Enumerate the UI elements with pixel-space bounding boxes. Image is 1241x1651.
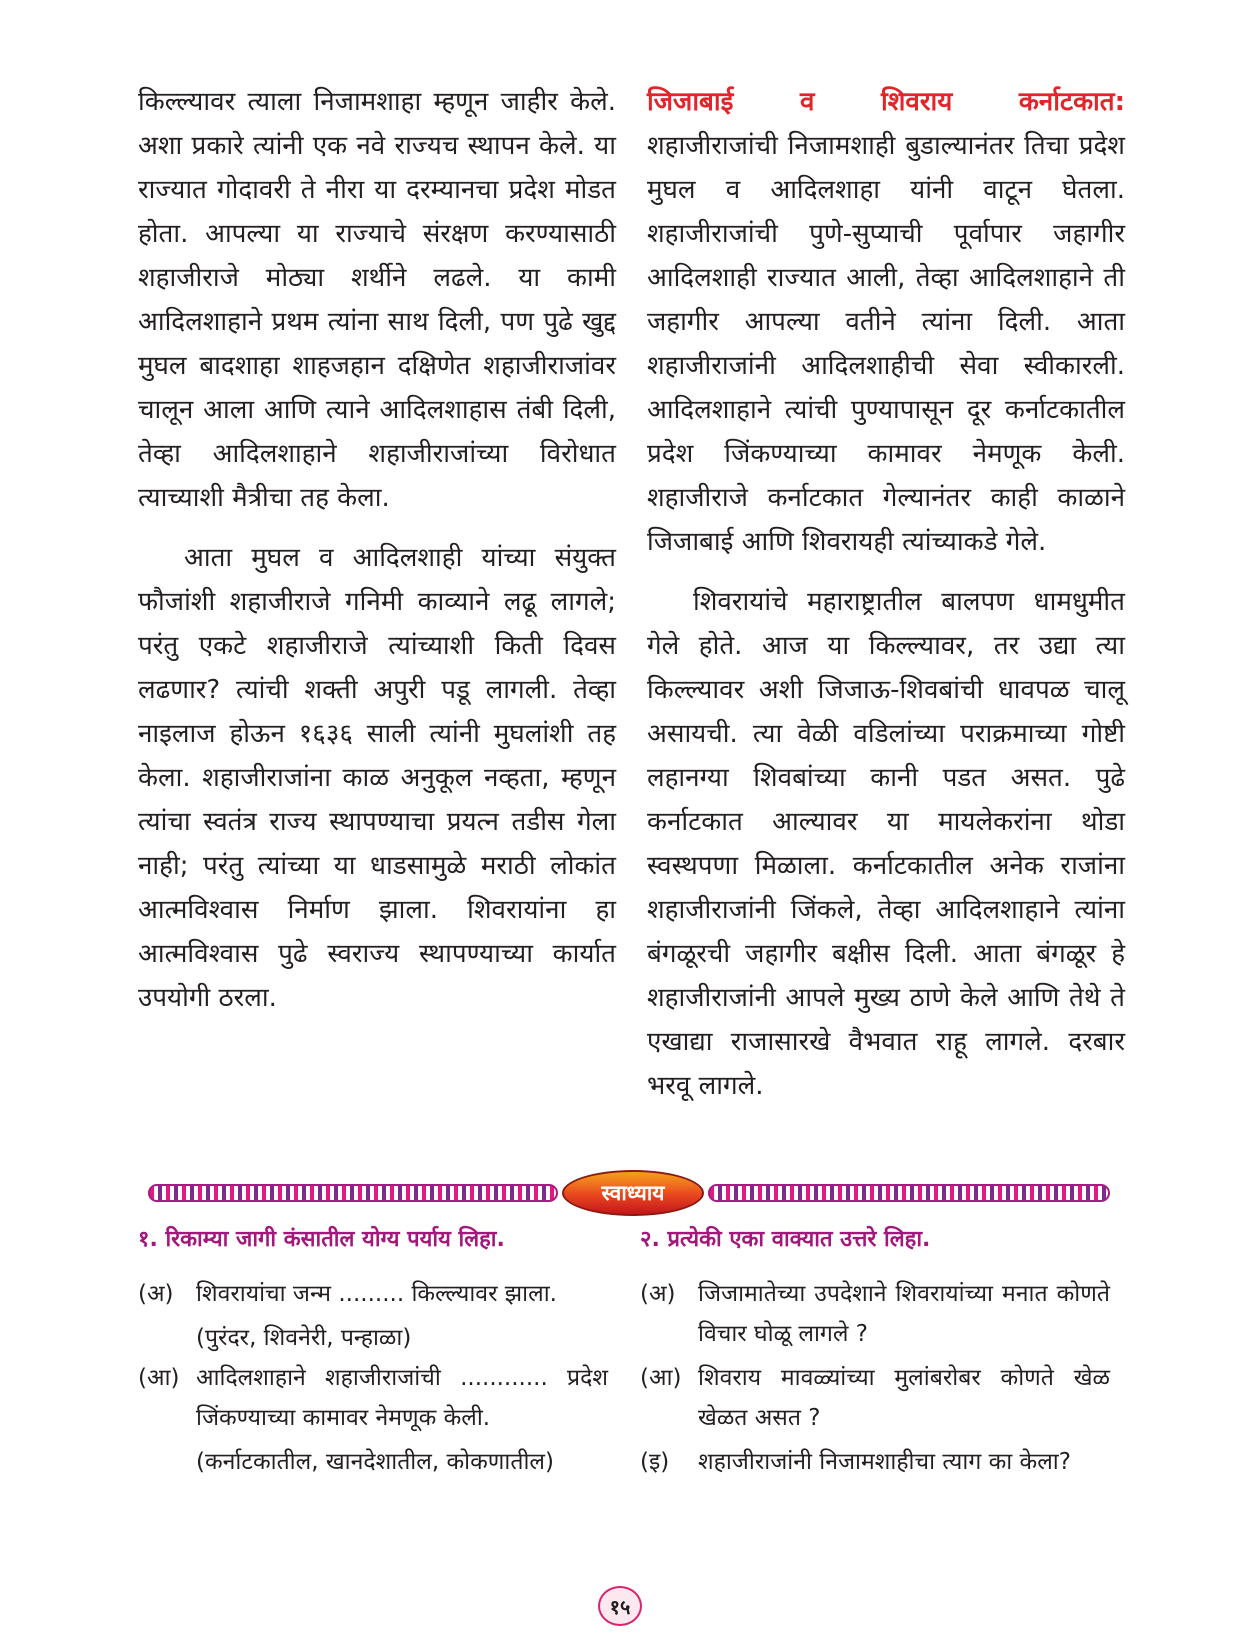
item-options: (कर्नाटकातील, खानदेशातील, कोकणातील) [196,1449,554,1475]
item-options: (पुरंदर, शिवनेरी, पन्हाळा) [196,1325,412,1351]
item-marker: (आ) [640,1365,682,1391]
heading-word: जिजाबाई [647,87,734,117]
left-paragraph-1: किल्ल्यावर त्याला निजामशाहा म्हणून जाहीर केले. अशा प्रकारे त्यांनी एक नवे राज्यच स्थापन केले. या राज्यात गोदावरी ते नीरा या दरम्यानचा प्रदेश मोडत होता. आपल्या या राज्याचे संरक्षण करण्यासाठी शहाजीराजे मोठ्या शर्थीने लढले. या कामी आदिलशाहाने प्रथम त्यांना साथ दिली, पण पुढे खुद्द मुघल बादशाहा शाहजहान दक्षिणेत शहाजीराजांवर चालून आला आणि त्याने आदिलशाहास तंबी दिली, तेव्हा आदिलशाहाने शहाजीराजांच्या विरोधात त्याच्याशी मैत्रीचा तह केला. [138,87,616,513]
left-column [138,80,616,1020]
item-text: शहाजीराजांनी निजामशाहीचा त्याग का केला? [698,1449,1071,1475]
exercise-item [138,1358,608,1438]
left-paragraph-2: आता मुघल व आदिलशाही यांच्या संयुक्त फौजांशी शहाजीराजे गनिमी काव्याने लढू लागले; परंतु एकटे शहाजीराजे त्यांच्याशी किती दिवस लढणार? त्यांची शक्ती अपुरी पडू लागली. तेव्हा नाइलाज होऊन १६३६ साली त्यांनी मुघलांशी तह केला. शहाजीराजांना काळ अनुकूल नव्हता, म्हणून त्यांचा स्वतंत्र राज्य स्थापण्याचा प्रयत्न तडीस गेला नाही; परंतु त्यांच्या या धाडसामुळे मराठी लोकांत आत्मविश्वास निर्माण झाला. शिवरायांना हा आत्मविश्वास पुढे स्वराज्य स्थापण्याच्या कार्यात उपयोगी ठरला. [138,543,616,1013]
exercise-item [640,1358,1110,1438]
exercise-2-heading: २. प्रत्येकी एका वाक्यात उत्तरे लिहा. [640,1227,931,1252]
item-marker: (अ) [138,1281,174,1307]
right-paragraph-2: शिवरायांचे महाराष्ट्रातील बालपण धामधुमीत गेले होते. आज या किल्ल्यावर, तर उद्या त्या किल्ल्यावर अशी जिजाऊ-शिवबांची धावपळ चालू असायची. त्या वेळी वडिलांच्या पराक्रमाच्या गोष्टी लहानग्या शिवबांच्या कानी पडत असत. पुढे कर्नाटकात आल्यावर या मायलेकरांना थोडा स्वस्थपणा मिळाला. कर्नाटकातील अनेक राजांना शहाजीराजांनी जिंकले, तेव्हा आदिलशाहाने त्यांना बंगळूरची जहागीर बक्षीस दिली. आता बंगळूर हे शहाजीराजांनी आपले मुख्य ठाणे केले आणि तेथे ते एखाद्या राजासारखे वैभवात राहू लागले. दरबार भरवू लागले. [647,587,1125,1101]
exercise-divider [148,1166,1110,1220]
item-marker: (आ) [138,1365,180,1391]
heading-word: व [799,87,815,117]
right-paragraph-1: शहाजीराजांची निजामशाही बुडाल्यानंतर तिचा प्रदेश मुघल व आदिलशाहा यांनी वाटून घेतला. शहाजीराजांची पुणे-सुप्याची पूर्वापार जहागीर आदिलशाही राज्यात आली, तेव्हा आदिलशाहाने ती जहागीर आपल्या वतीने त्यांना दिली. आता शहाजीराजांनी आदिलशाहीची सेवा स्वीकारली. आदिलशाहाने त्यांची पुण्यापासून दूर कर्नाटकातील प्रदेश जिंकण्याच्या कामावर नेमणूक केली. शहाजीराजे कर्नाटकात गेल्यानंतर काही काळाने जिजाबाई आणि शिवरायही त्यांच्याकडे गेले. [647,131,1125,557]
exercise-item [640,1442,1110,1482]
exercise-1-heading: १. रिकाम्या जागी कंसातील योग्य पर्याय लिहा. [138,1227,505,1252]
item-text: जिजामातेच्या उपदेशाने शिवरायांच्या मनात कोणते विचार घोळू लागले ? [698,1281,1110,1347]
section-heading [647,80,1125,124]
item-text: शिवराय मावळ्यांच्या मुलांबरोबर कोणते खेळ खेळत असत ? [698,1365,1110,1431]
item-text: शिवरायांचा जन्म ......... किल्ल्यावर झाला. [196,1281,557,1307]
page-number: १५ [598,1586,642,1626]
decorative-chain-left [148,1184,558,1202]
right-column [647,80,1125,1108]
item-marker: (इ) [640,1449,670,1475]
item-text: आदिलशाहाने शहाजीराजांची ............ प्रदेश जिंकण्याच्या कामावर नेमणूक केली. [196,1365,608,1431]
exercise-2 [640,1220,1110,1486]
exercise-item [138,1274,608,1314]
heading-word: शिवराय [880,87,953,117]
exercise-1 [138,1220,608,1482]
exercise-badge: स्वाध्याय [562,1170,704,1216]
exercise-item [640,1274,1110,1354]
decorative-chain-right [708,1184,1110,1202]
heading-word: कर्नाटकात: [1018,87,1125,117]
item-marker: (अ) [640,1281,676,1307]
